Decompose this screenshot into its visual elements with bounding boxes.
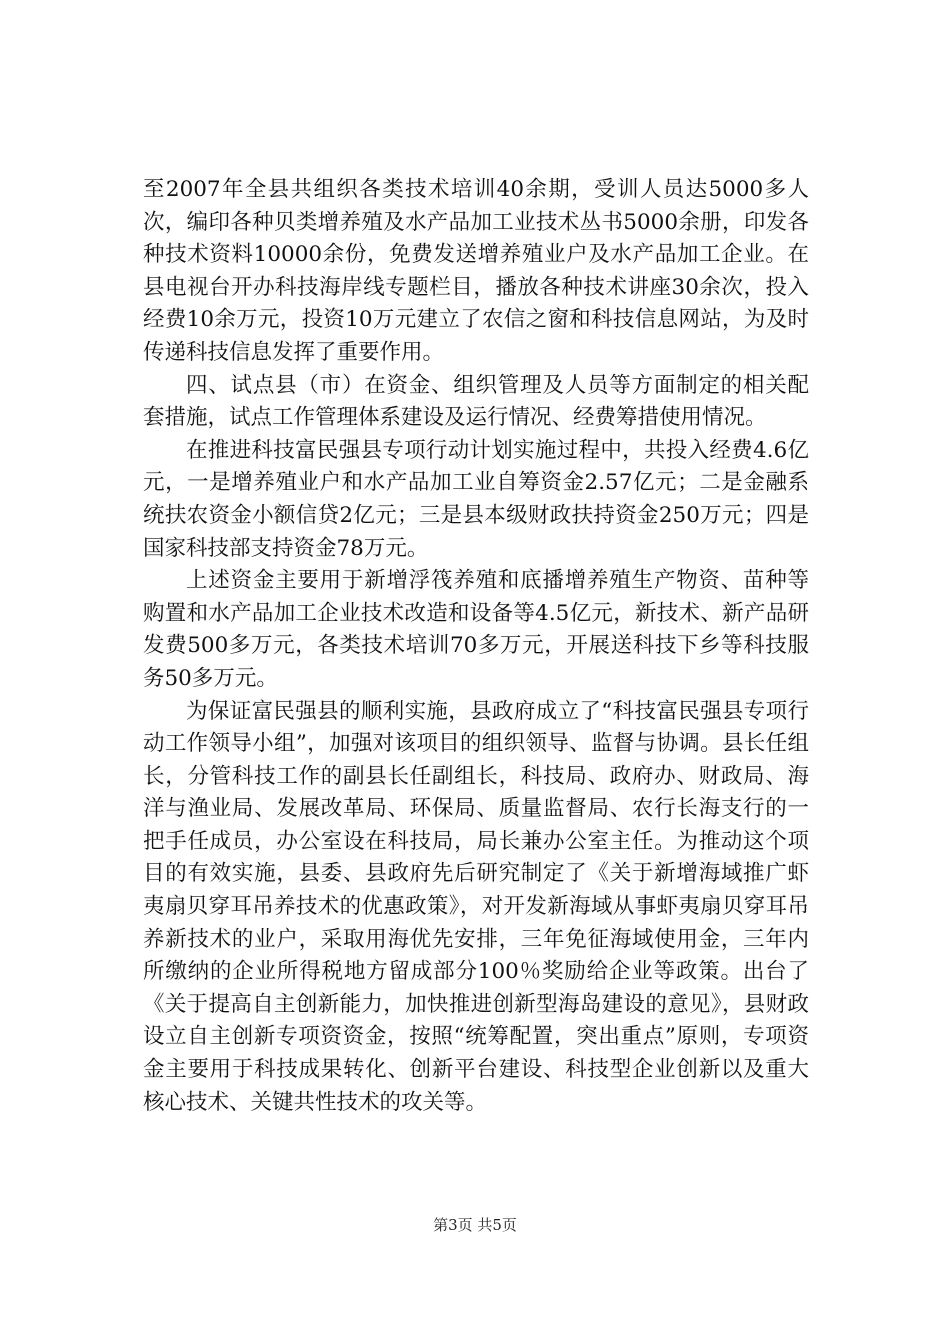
page-footer [0,1215,950,1235]
page-number-label: 第3页 共5页 [433,1216,517,1234]
paragraph-training-summary: 至2007年全县共组织各类技术培训40余期，受训人员达5000多人次，编印各种贝类增养殖及水产品加工业技术丛书5000余册，印发各种技术资料10000余份，免费发送增养殖业户及水产品加工企业。在县电视台开办科技海岸线专题栏目，播放各种技术讲座30余次，投入经费10余万元，投资10万元建立了农信之窗和科技信息网站，为及时传递科技信息发挥了重要作用。 [143,177,810,365]
paragraph-funding-total: 在推进科技富民强县专项行动计划实施过程中，共投入经费4.6亿元，一是增养殖业户和水产品加工业自筹资金2.57亿元；二是金融系统扶农资金小额信贷2亿元；三是县本级财政扶持资金250万元；四是国家科技部支持资金78万元。 [143,437,809,561]
paragraph-section-four-heading: 四、试点县（市）在资金、组织管理及人员等方面制定的相关配套措施，试点工作管理体系建设及运行情况、经费筹措使用情况。 [143,372,809,431]
paragraph-organization-policy: 为保证富民强县的顺利实施，县政府成立了“科技富民强县专项行动工作领导小组”，加强对该项目的组织领导、监督与协调。县长任组长，分管科技工作的副县长任副组长，科技局、政府办、财政局、海洋与渔业局、发展改革局、环保局、质量监督局、农行长海支行的一把手任成员，办公室设在科技局，局长兼办公室主任。为推动这个项目的有效实施，县委、县政府先后研究制定了《关于新增海域推广虾夷扇贝穿耳吊养技术的优惠政策》，对开发新海域从事虾夷扇贝穿耳吊养新技术的业户，采取用海优先安排，三年免征海域使用金，三年内所缴纳的企业所得税地方留成部分100％奖励给企业等政策。出台了《关于提高自主创新能力，加快推进创新型海岛建设的意见》，县财政设立自主创新专项资资金，按照“统筹配置，突出重点”原则，专项资金主要用于科技成果转化、创新平台建设、科技型企业创新以及重大核心技术、关键共性技术的攻关等。 [143,698,809,1115]
paragraph-funding-usage: 上述资金主要用于新增浮筏养殖和底播增养殖生产物资、苗种等购置和水产品加工企业技术改造和设备等4.5亿元，新技术、新产品研发费500多万元，各类技术培训70多万元，开展送科技下乡等科技服务50多万元。 [143,568,809,691]
document-body [143,174,809,1119]
